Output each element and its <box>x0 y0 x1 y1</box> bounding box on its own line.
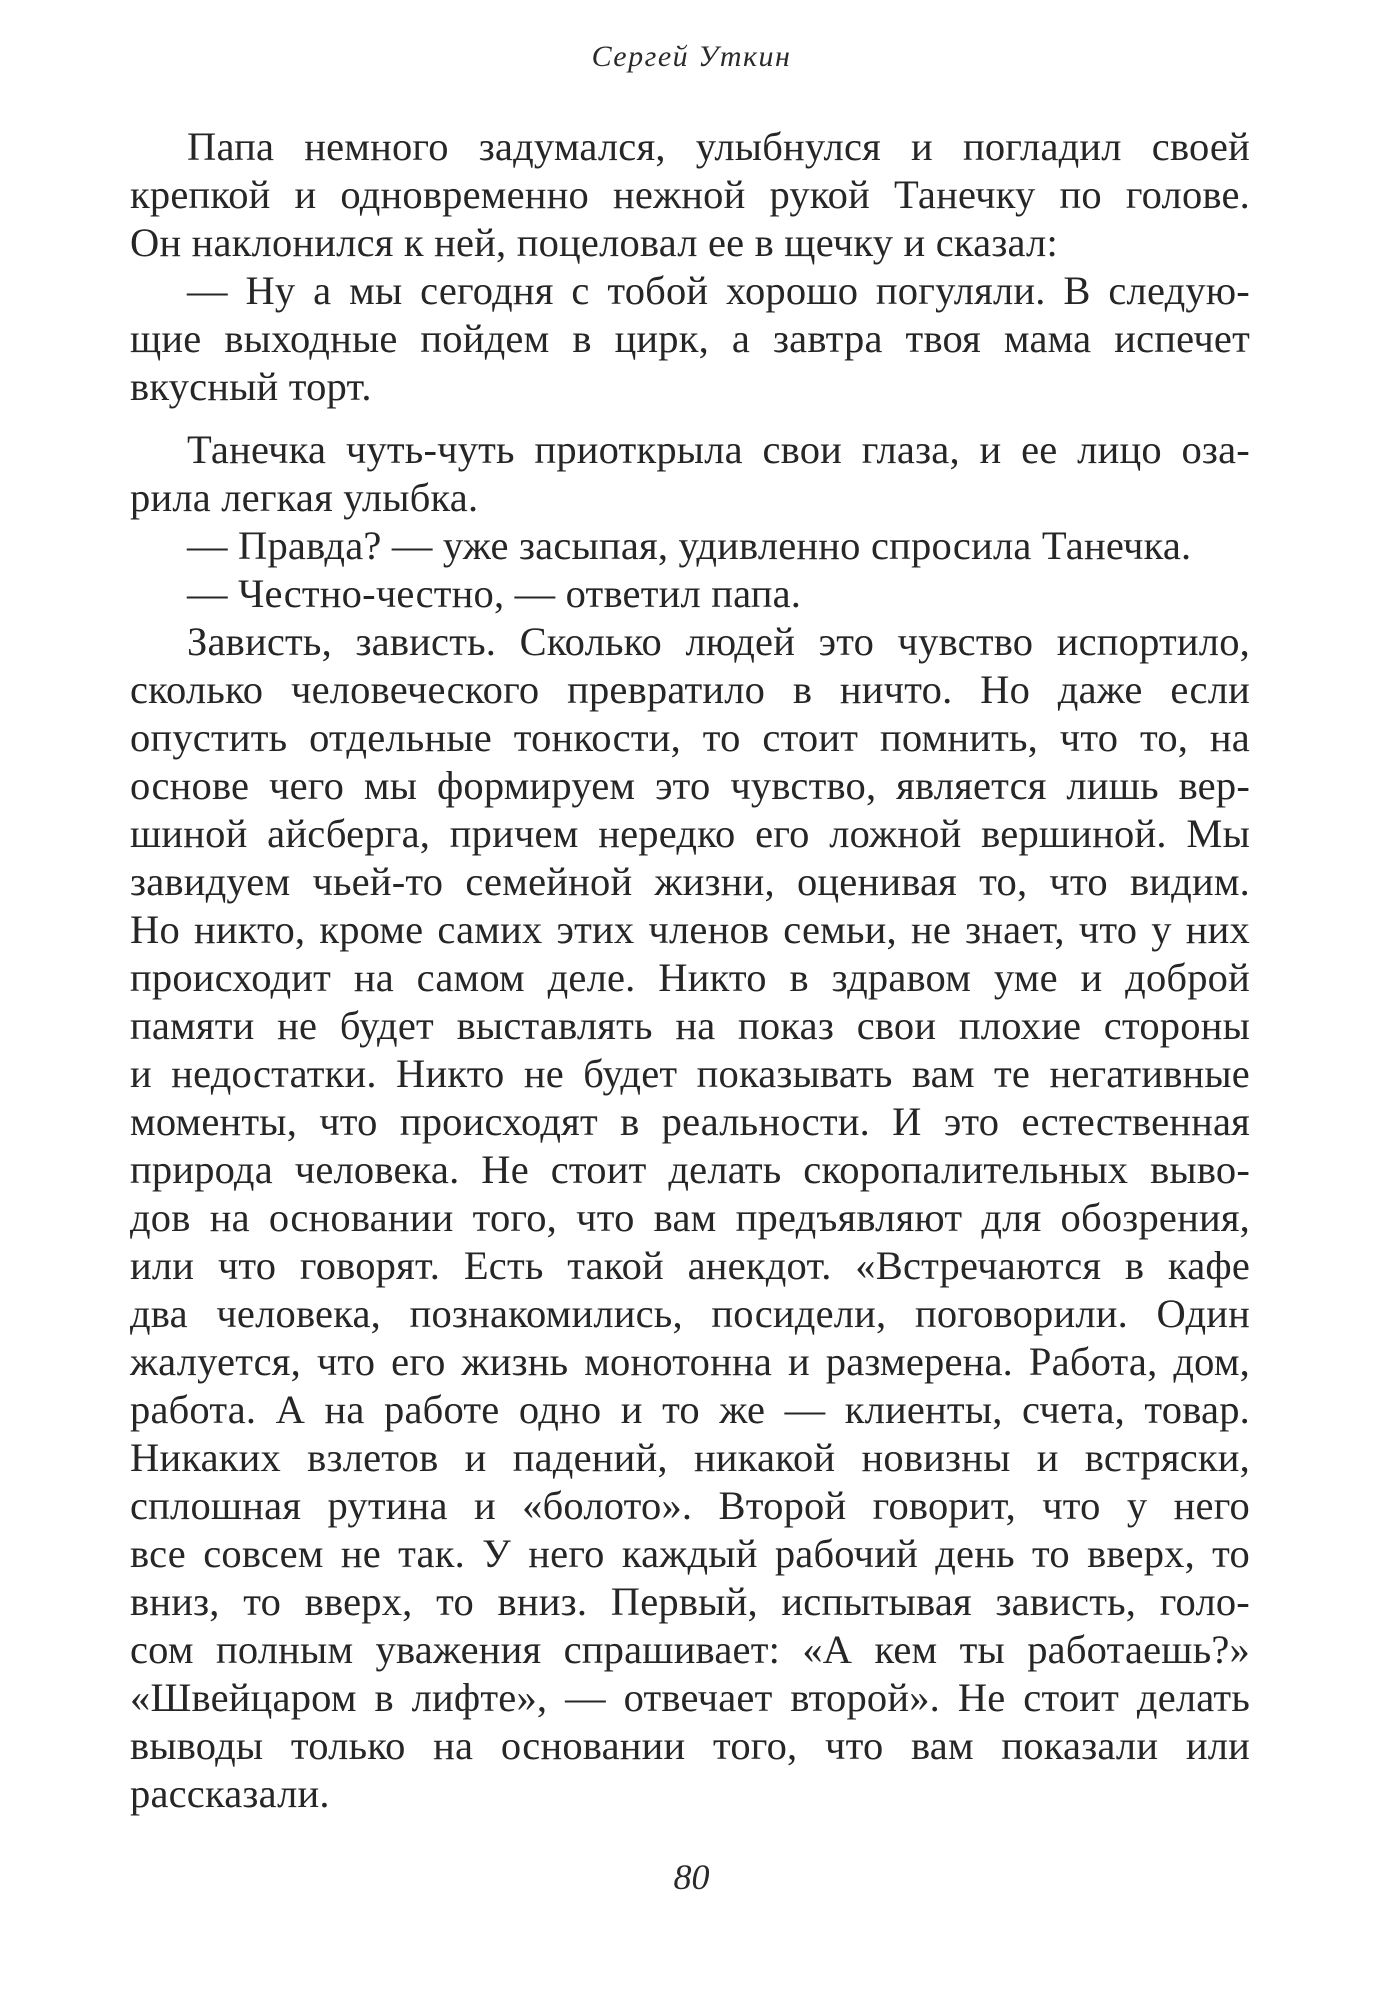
text-line: — Честно-честно, — ответил папа. <box>187 571 802 616</box>
text-line: Никаких взлетов и падений, никакой новизны и встряски, <box>130 1435 1250 1480</box>
page-number: 80 <box>673 1857 710 1897</box>
text-line: рила легкая улыбка. <box>130 475 479 520</box>
text-line: основе чего мы формируем это чувство, является лишь вер- <box>130 763 1250 808</box>
text-line: сплошная рутина и «болото». Второй говорит, что у него <box>130 1483 1250 1528</box>
running-head: Сергей Уткин <box>591 40 792 73</box>
text-line: — Ну а мы сегодня с тобой хорошо погуляли. В следую- <box>187 268 1250 313</box>
text-line: сом полным уважения спрашивает: «А кем ты работаешь?» <box>130 1627 1250 1672</box>
text-line: — Правда? — уже засыпая, удивленно спросила Танечка. <box>187 523 1192 568</box>
text-line: Но никто, кроме самих этих членов семьи, не знает, что у них <box>130 907 1250 952</box>
text-line: происходит на самом деле. Никто в здравом уме и доброй <box>130 955 1250 1000</box>
text-line: сколько человеческого превратило в ничто. Но даже если <box>130 667 1250 712</box>
text-line: Зависть, зависть. Сколько людей это чувство испортило, <box>187 619 1250 664</box>
text-line: работа. А на работе одно и то же — клиенты, счета, товар. <box>130 1387 1250 1432</box>
text-line: «Швейцаром в лифте», — отвечает второй». Не стоит делать <box>130 1675 1250 1720</box>
text-line: дов на основании того, что вам предъявляют для обозрения, <box>130 1195 1250 1240</box>
text-line: выводы только на основании того, что вам показали или <box>130 1723 1250 1768</box>
text-line: жалуется, что его жизнь монотонна и размерена. Работа, дом, <box>130 1339 1250 1384</box>
text-line: завидуем чьей-то семейной жизни, оценивая то, что видим. <box>130 859 1250 904</box>
text-line: два человека, познакомились, посидели, поговорили. Один <box>130 1291 1250 1336</box>
text-line: щие выходные пойдем в цирк, а завтра твоя мама испечет <box>130 316 1250 361</box>
text-line: рассказали. <box>130 1771 330 1816</box>
text-line: вниз, то вверх, то вниз. Первый, испытывая зависть, голо- <box>130 1579 1250 1624</box>
paragraph <box>130 570 1250 618</box>
text-line: Папа немного задумался, улыбнулся и погладил своей <box>187 124 1250 169</box>
text-line: Танечка чуть-чуть приоткрыла свои глаза, и ее лицо оза- <box>187 427 1250 472</box>
paragraph <box>130 267 1250 411</box>
text-line: или что говорят. Есть такой анекдот. «Встречаются в кафе <box>130 1243 1250 1288</box>
paragraph <box>130 123 1250 267</box>
paragraph <box>130 618 1250 1818</box>
paragraph <box>130 522 1250 570</box>
text-line: Он наклонился к ней, поцеловал ее в щечку и сказал: <box>130 220 1058 265</box>
paragraph <box>130 426 1250 522</box>
text-line: шиной айсберга, причем нередко его ложной вершиной. Мы <box>130 811 1250 856</box>
text-line: опустить отдельные тонкости, то стоит помнить, что то, на <box>130 715 1250 760</box>
body-text <box>130 123 1250 1818</box>
text-line: моменты, что происходят в реальности. И это естественная <box>130 1099 1250 1144</box>
text-line: и недостатки. Никто не будет показывать вам те негативные <box>130 1051 1250 1096</box>
text-line: природа человека. Не стоит делать скоропалительных выво- <box>130 1147 1250 1192</box>
text-line: крепкой и одновременно нежной рукой Танечку по голове. <box>130 172 1250 217</box>
text-line: все совсем не так. У него каждый рабочий день то вверх, то <box>130 1531 1250 1576</box>
text-line: вкусный торт. <box>130 364 372 409</box>
text-line: памяти не будет выставлять на показ свои плохие стороны <box>130 1003 1250 1048</box>
